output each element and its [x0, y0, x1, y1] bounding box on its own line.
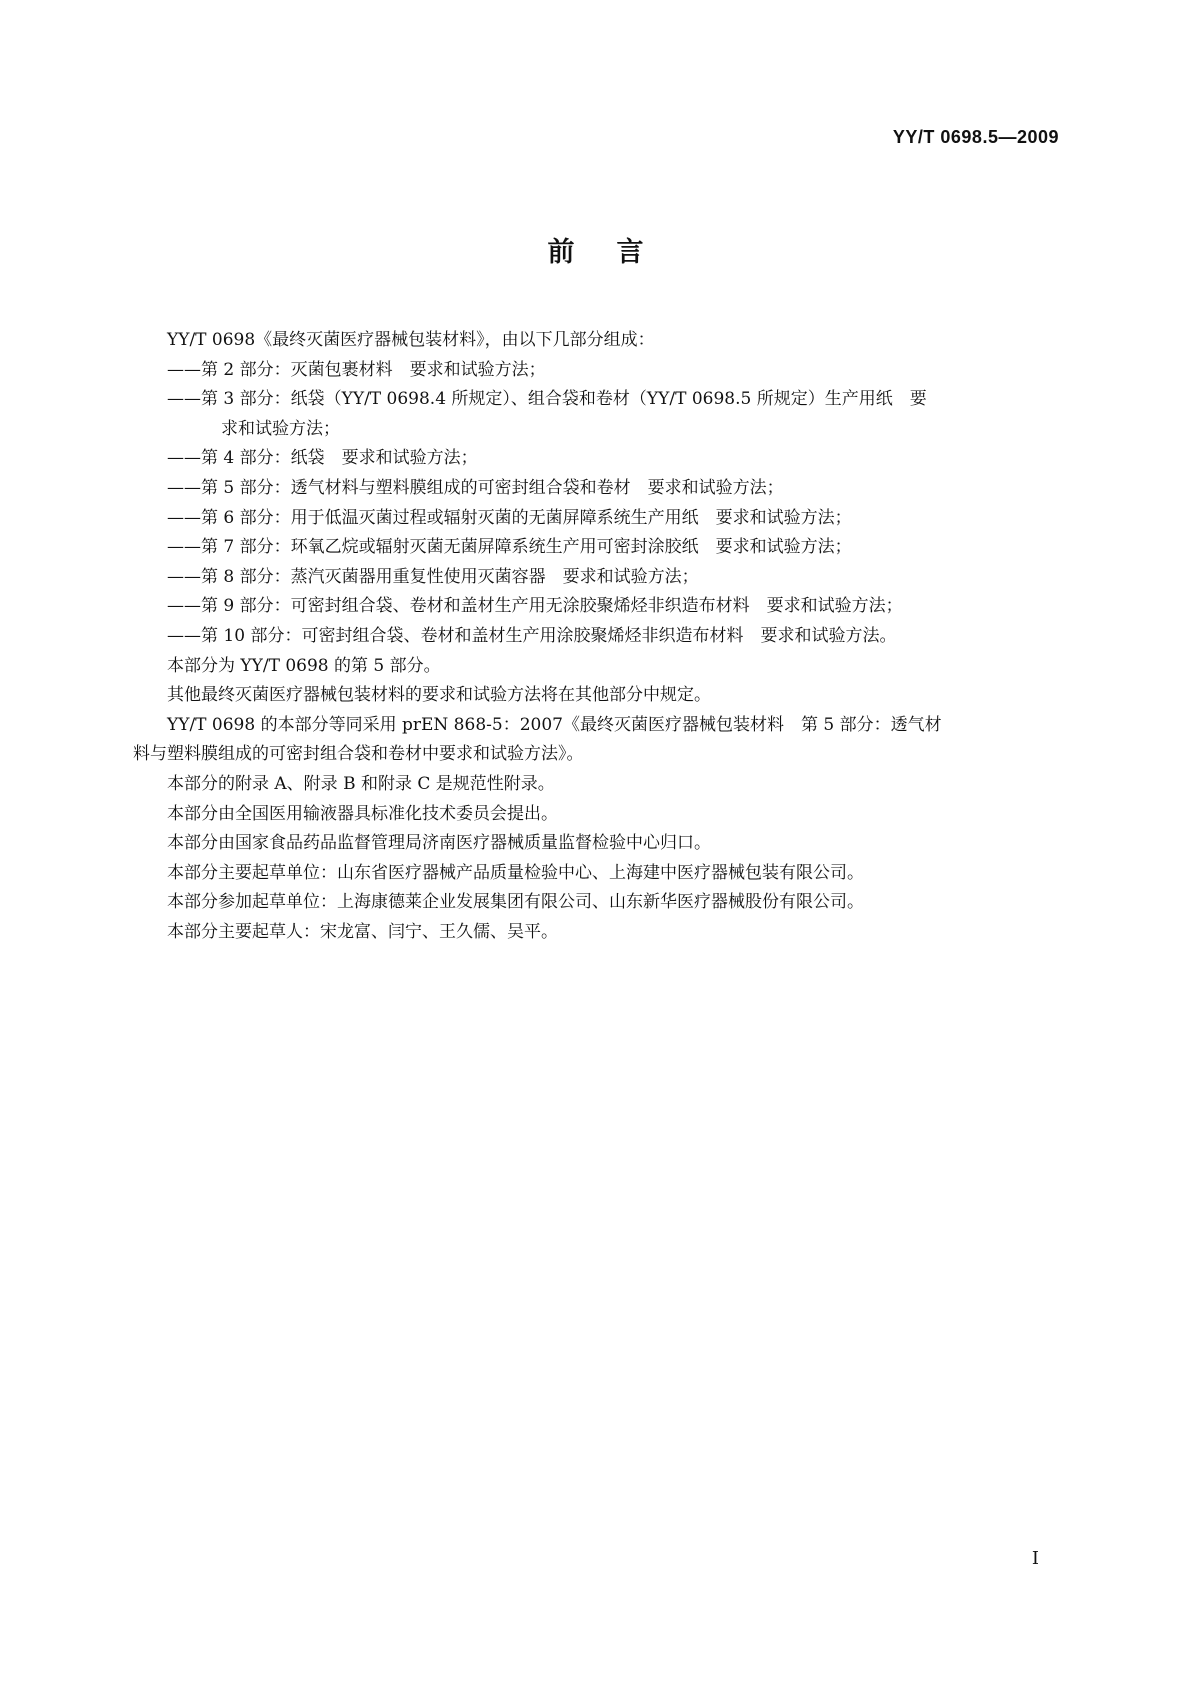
part-list-item: ——第 8 部分：蒸汽灭菌器用重复性使用灭菌容器 要求和试验方法；: [167, 566, 699, 587]
part-list-item: ——第 10 部分：可密封组合袋、卷材和盖材生产用涂胶聚烯烃非织造布材料 要求和试验方法。: [167, 625, 897, 646]
closing-paragraph: 本部分由全国医用输液器具标准化技术委员会提出。: [167, 803, 558, 824]
part-list-item: ——第 7 部分：环氧乙烷或辐射灭菌无菌屏障系统生产用可密封涂胶纸 要求和试验方法；: [167, 537, 852, 558]
page-number: I: [1031, 1548, 1039, 1569]
closing-paragraph: 本部分主要起草人：宋龙富、闫宁、王久儒、吴平。: [167, 921, 558, 942]
part-list-item: ——第 5 部分：透气材料与塑料膜组成的可密封组合袋和卷材 要求和试验方法；: [167, 477, 784, 498]
part-list-item: ——第 3 部分：纸袋（YY/T 0698.4 所规定）、组合袋和卷材（YY/T 0698.5 所规定）生产用纸 要: [167, 389, 927, 410]
part-list-item: ——第 4 部分：纸袋 要求和试验方法；: [167, 448, 478, 469]
part-list-item: ——第 2 部分：灭菌包裹材料 要求和试验方法；: [167, 359, 546, 380]
closing-paragraph: 本部分的附录 A、附录 B 和附录 C 是规范性附录。: [167, 773, 555, 794]
closing-paragraph: 本部分主要起草单位：山东省医疗器械产品质量检验中心、上海建中医疗器械包装有限公司。: [167, 862, 864, 883]
part-list-item: ——第 6 部分：用于低温灭菌过程或辐射灭菌的无菌屏障系统生产用纸 要求和试验方法；: [167, 507, 852, 528]
preface-body: [133, 326, 1060, 947]
equivalence-paragraph-continuation: 料与塑料膜组成的可密封组合袋和卷材中要求和试验方法》。: [133, 744, 584, 765]
equivalence-paragraph: YY/T 0698 的本部分等同采用 prEN 868-5：2007《最终灭菌医疗器械包装材料 第 5 部分：透气材: [167, 714, 942, 735]
part-list-item: ——第 9 部分：可密封组合袋、卷材和盖材生产用无涂胶聚烯烃非织造布材料 要求和试验方法；: [167, 596, 903, 617]
statement-paragraph: 本部分为 YY/T 0698 的第 5 部分。: [167, 655, 441, 676]
intro-paragraph: YY/T 0698《最终灭菌医疗器械包装材料》，由以下几部分组成：: [167, 330, 655, 350]
closing-paragraph: 本部分参加起草单位：上海康德莱企业发展集团有限公司、山东新华医疗器械股份有限公司。: [167, 892, 864, 913]
closing-paragraph: 本部分由国家食品药品监督管理局济南医疗器械质量监督检验中心归口。: [167, 833, 711, 854]
part-list-item-continuation: 求和试验方法；: [221, 418, 340, 439]
statement-paragraph: 其他最终灭菌医疗器械包装材料的要求和试验方法将在其他部分中规定。: [167, 685, 711, 706]
standard-code: YY/T 0698.5—2009: [892, 127, 1059, 147]
page-title: 前言: [547, 237, 686, 268]
